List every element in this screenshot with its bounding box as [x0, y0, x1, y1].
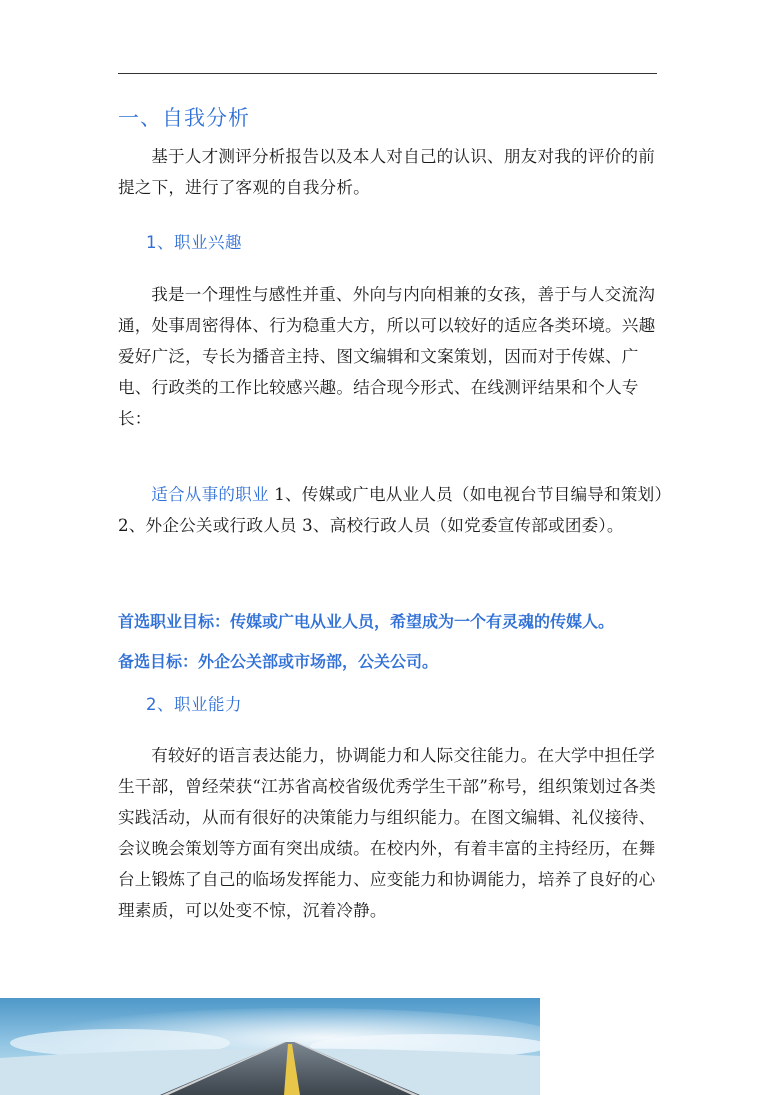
- intro-paragraph: 基于人才测评分析报告以及本人对自己的认识、朋友对我的评价的前提之下，进行了客观的自我分析。: [118, 147, 655, 197]
- road-footer-image: [0, 998, 540, 1095]
- secondary-goal: 备选目标：外企公关部或市场部，公关公司。: [118, 652, 439, 671]
- interest-paragraph: 我是一个理性与感性并重、外向与内向相兼的女孩，善于与人交流沟通，处事周密得体、行为稳重大方，所以可以较好的适应各类环境。兴趣爱好广泛，专长为播音主持、图文编辑和文案策划，因而对于传媒、广电、行政类的工作比较感兴趣。结合现今形式、在线测评结果和个人专长：: [118, 285, 656, 428]
- suitable-careers-paragraph: [118, 479, 666, 541]
- section-heading: 一、自我分析: [118, 106, 250, 130]
- suitable-careers-label: 适合从事的职业: [151, 485, 269, 504]
- ability-heading: 2、职业能力: [146, 695, 242, 714]
- primary-goal: 首选职业目标：传媒或广电从业人员，希望成为一个有灵魂的传媒人。: [118, 612, 615, 631]
- interest-heading: 1、职业兴趣: [146, 233, 242, 252]
- suitable-careers-text: 1、传媒或广电从业人员（如电视台节目编导和策划）2、外企公关或行政人员 3、高校行政人员（如党委宣传部或团委）。: [118, 485, 663, 535]
- header-rule: [118, 73, 657, 74]
- ability-paragraph: 有较好的语言表达能力，协调能力和人际交往能力。在大学中担任学生干部，曾经荣获“江苏省高校省级优秀学生干部”称号，组织策划过各类实践活动，从而有很好的决策能力与组织能力。在图文编辑、礼仪接待、会议晚会策划等方面有突出成绩。在校内外，有着丰富的主持经历，在舞台上锻炼了自己的临场发挥能力、应变能力和协调能力，培养了良好的心理素质，可以处变不惊，沉着冷静。: [118, 746, 656, 920]
